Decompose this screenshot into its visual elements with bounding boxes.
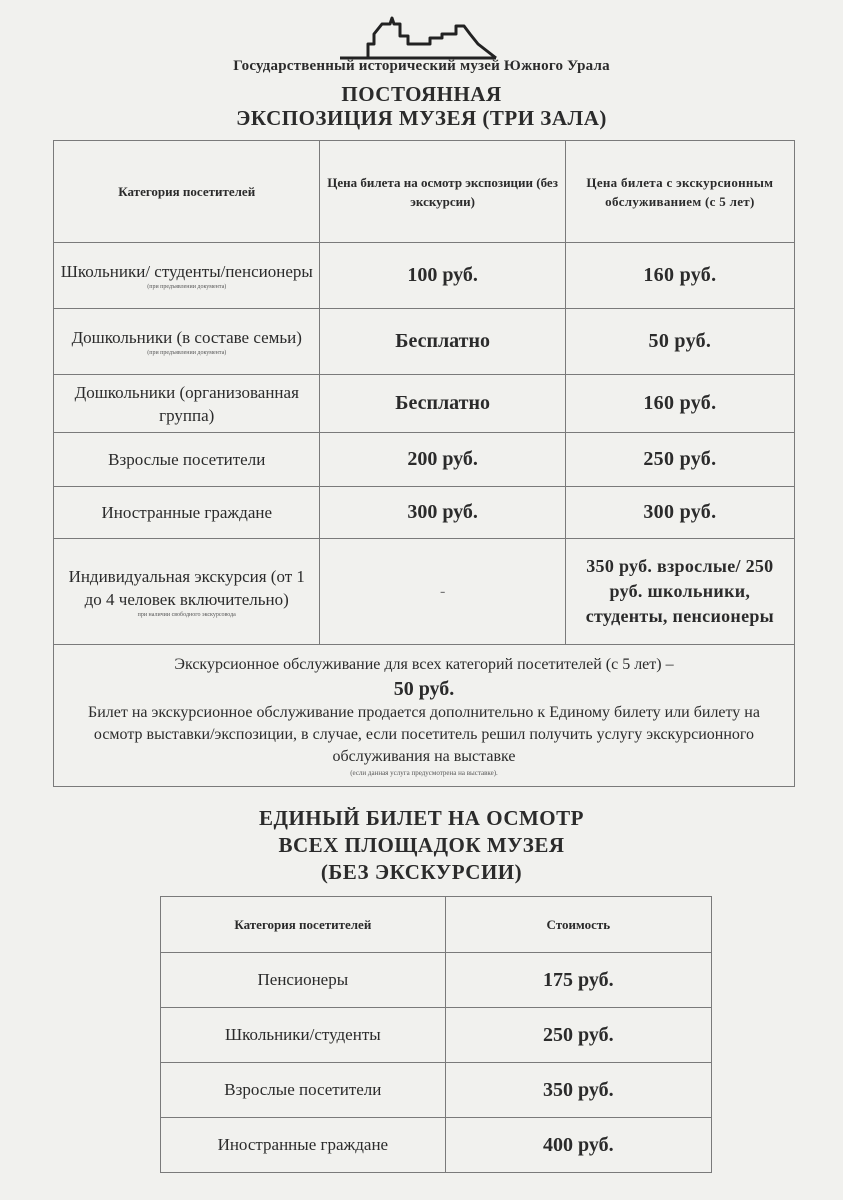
row-category: Иностранные граждане [161,1118,446,1173]
single-ticket-title [0,805,843,886]
table-row [54,539,795,645]
exposition-price-table [53,140,795,787]
row-category: Взрослые посетители [161,1063,446,1118]
category-label: Взрослые посетители [108,450,266,469]
tour-service-price: 50 руб. [393,677,455,700]
row-price: 250 руб. [445,1008,711,1063]
table-row [161,1118,712,1173]
row-category [54,243,320,309]
tour-service-info [54,645,795,787]
category-label: Индивидуальная экскурсия (от 1 до 4 человек включительно) [68,566,305,609]
table-row [161,1008,712,1063]
table-row [54,433,795,487]
table-row [54,375,795,433]
row-category: Пенсионеры [161,953,446,1008]
category-label: Иностранные граждане [101,503,273,522]
category-label: Школьники/ студенты/пенсионеры [60,262,313,281]
row-price-with-tour: 350 руб. взрослые/ 250 руб. школьники, студенты, пенсионеры [565,539,794,645]
row-category [54,539,320,645]
category-note: (при предъявлении документа) [147,284,227,290]
single-ticket-title-line3: (БЕЗ ЭКСКУРСИИ) [320,860,523,884]
table-row [161,953,712,1008]
row-category [54,487,320,539]
row-price: 350 руб. [445,1063,711,1118]
row-price-with-tour: 160 руб. [565,375,794,433]
row-price-with-tour: 160 руб. [565,243,794,309]
row-price-no-tour: 100 руб. [320,243,565,309]
single-ticket-price-table [160,896,712,1173]
table-footer-row [54,645,795,787]
tour-service-line: Экскурсионное обслуживание для всех категорий посетителей (с 5 лет) – [174,655,674,673]
single-ticket-title-line1: ЕДИНЫЙ БИЛЕТ НА ОСМОТР [259,806,584,830]
row-price-with-tour: 300 руб. [565,487,794,539]
header-no-tour: Цена билета на осмотр экспозиции (без экскурсии) [320,141,565,243]
header-with-tour: Цена билета с экскурсионным обслуживанием (с 5 лет) [565,141,794,243]
row-price-no-tour: 200 руб. [320,433,565,487]
row-category [54,309,320,375]
category-label: Дошкольники (организованная группа) [74,382,299,425]
row-price-no-tour: 300 руб. [320,487,565,539]
table-header-row [54,141,795,243]
row-category: Школьники/студенты [161,1008,446,1063]
row-category [54,433,320,487]
row-price: 400 руб. [445,1118,711,1173]
row-price: 175 руб. [445,953,711,1008]
header-price: Стоимость [445,897,711,953]
row-price-no-tour: Бесплатно [320,309,565,375]
category-note: (при предъявлении документа) [147,350,227,356]
header-category: Категория посетителей [161,897,446,953]
page-title-line1: ПОСТОЯННАЯ [341,82,502,106]
row-category [54,375,320,433]
category-label: Дошкольники (в составе семьи) [71,328,302,347]
tour-service-note: (если данная услуга предусмотрена на выставке). [350,768,498,777]
table-row [161,1063,712,1118]
single-ticket-title-line2: ВСЕХ ПЛОЩАДОК МУЗЕЯ [278,833,565,857]
row-price-no-tour: Бесплатно [320,375,565,433]
page-title-line2: ЭКСПОЗИЦИЯ МУЗЕЯ (ТРИ ЗАЛА) [236,106,607,130]
header-category: Категория посетителей [54,141,320,243]
table-header-row [161,897,712,953]
table-row [54,243,795,309]
tour-service-description: Билет на экскурсионное обслуживание продается дополнительно к Единому билету или билету на осмотр выставки/экспозиции, в случае, если посетитель решил получить услугу экскурсионного обслуживания на выставке [88,703,760,765]
row-price-no-tour: - [320,539,565,645]
organization-name: Государственный исторический музей Южного Урала [233,58,610,74]
table-row [54,487,795,539]
table-row [54,309,795,375]
row-price-with-tour: 250 руб. [565,433,794,487]
museum-logo-icon [338,14,498,64]
row-price-with-tour: 50 руб. [565,309,794,375]
category-note: при наличии свободного экскурсовода [137,611,236,618]
